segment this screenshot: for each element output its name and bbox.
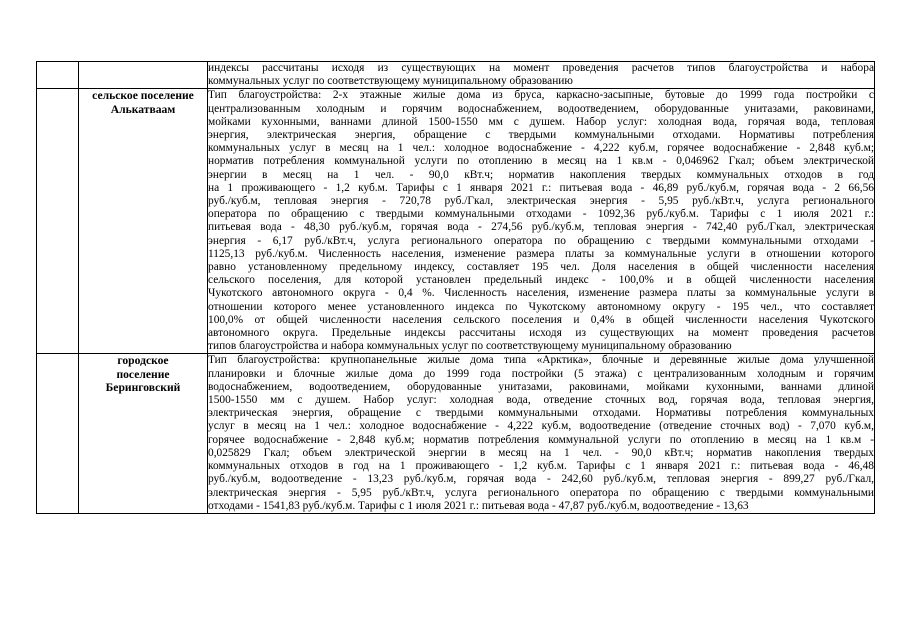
description-line: сельского поселения, для которой установлен предельный индекс - 100,0% и в общей численности населения — [208, 274, 874, 287]
description-line: 1125,13 руб./куб.м. Численность населения, изменение размера платы за коммунальные услуги в отношении которого — [208, 247, 874, 260]
description-line: автономного округа. Предельные индексы рассчитаны исходя из существующих на момент проведения расчетов — [208, 327, 874, 340]
number-cell — [37, 62, 79, 89]
description-line: мойками кухонными, ваннами длиной 1500-1550 мм с душем. Набор услуг: холодная вода, горячая вода, тепловая — [208, 115, 874, 128]
description-cell — [208, 62, 875, 89]
description-line: равно установленному предельному индексу, составляет 195 чел. Доля населения в общей численности населения — [208, 261, 874, 274]
description-line: горячее водоснабжение - 2,848 куб.м; норматив потребления коммунальной услуги по отоплению в месяц на 1 кв.м - — [208, 433, 874, 446]
table-body — [37, 62, 875, 514]
number-cell — [37, 354, 79, 513]
description-line: централизованным холодным и горячим водоснабжением, водоотведением, оборудованные унитазами, раковинами, — [208, 102, 874, 115]
table-row — [37, 354, 875, 513]
description-line: электрическая энергия, обращение с твердыми коммунальными отходами. Нормативы потребления коммунальных — [208, 407, 874, 420]
description-cell — [208, 89, 875, 354]
settlement-name-cell — [79, 354, 208, 513]
settlement-name-cell — [79, 89, 208, 354]
description-line: электрическая энергия - 5,95 руб./кВт.ч, услуга регионального оператора по обращению с твердыми коммунальными — [208, 486, 874, 499]
settlement-name-line: городское — [117, 354, 169, 368]
description-line: оператора по обращению с твердыми коммунальными отходами - 1092,36 руб./куб.м. Тарифы с 1 июля 2021 г.: — [208, 208, 874, 221]
number-cell — [37, 89, 79, 354]
description-line: питьевая вода - 48,30 руб./куб.м, горячая вода - 274,56 руб./куб.м, тепловая энергия - 742,40 руб./Гкал, электрическая — [208, 221, 874, 234]
description-line: индексы рассчитаны исходя из существующих на момент проведения расчетов типов благоустройства и набора — [208, 62, 874, 74]
description-cell — [208, 354, 875, 513]
table-row — [37, 89, 875, 354]
description-line: водоснабжением, водоотведением, оборудованные унитазами, раковинами, мойками кухонными, ваннами длиной — [208, 380, 874, 393]
description-line: коммунальных услуг в месяц на 1 чел.: холодное водоснабжение - 4,222 куб.м, горячее водоснабжение - 2,848 куб.м; — [208, 142, 874, 155]
description-line: энергии в месяц на 1 чел. - 90,0 кВт.ч; норматив накопления твердых коммунальных отходов в год — [208, 168, 874, 181]
description-line: руб./куб.м, тепловая энергия - 720,78 руб./Гкал, электрическая энергия - 5,95 руб./кВт.ч, услуга регионального — [208, 195, 874, 208]
description-line: коммунальных отходов в год на 1 проживающего - 1,2 куб.м. Тарифы с 1 января 2021 г.: питьевая вода - 46,48 — [208, 460, 874, 473]
tariff-table — [36, 61, 875, 514]
description-line: норматив потребления коммунальной услуги по отоплению в месяц на 1 кв.м - 0,046962 Гкал; объем электрической — [208, 155, 874, 168]
settlement-name-line: Беринговский — [105, 380, 181, 394]
description-line: энергия - 6,17 руб./кВт.ч, услуга регионального оператора по обращению с твердыми коммунальными отходами - — [208, 234, 874, 247]
description-line: планировки и блочные жилые дома до 1999 года постройки (5 этажа) с централизованным холодным и горячим — [208, 367, 874, 380]
description-line: отношении которого менее установленного индекса по Чукотскому автономному округу - 195 чел., что составляет — [208, 300, 874, 313]
description-line: энергия, электрическая энергия, обращение с твердыми коммунальными отходами. Нормативы потребления — [208, 129, 874, 142]
description-line: 0,025829 Гкал; объем электрической энергии в месяц на 1 чел. - 90,0 кВт.ч; норматив накопления твердых — [208, 446, 874, 459]
settlement-name-line: поселение — [116, 367, 170, 381]
description-line: 100,0% от общей численности населения сельского поселения и 0,4% в общей численности населения Чукотского — [208, 313, 874, 326]
description-line: Тип благоустройства: 2-х этажные жилые дома из бруса, каркасно-засыпные, бутовые до 1999 года постройки с — [208, 89, 874, 102]
description-line: услуг в месяц на 1 чел.: холодное водоснабжение - 4,222 куб.м, водоотведение (отведение сточных вод) - 7,070 куб.м, — [208, 420, 874, 433]
description-line: типов благоустройства и набора коммунальных услуг по соответствующему муниципальному образованию — [208, 340, 732, 353]
settlement-name-cell — [79, 62, 208, 89]
description-line: коммунальных услуг по соответствующему муниципальному образованию — [208, 75, 573, 88]
description-line: на 1 проживающего - 1,2 куб.м. Тарифы с 1 января 2021 г.: питьевая вода - 46,89 руб./куб.м, горячая вода - 2 66,56 — [208, 181, 874, 194]
table-row — [37, 62, 875, 89]
description-line: 1500-1550 мм с душем. Набор услуг: холодная вода, отведение сточных вод, горячая вода, тепловая энергия, — [208, 394, 874, 407]
description-line: руб./куб.м, водоотведение - 13,23 руб./куб.м, горячая вода - 242,60 руб./куб.м, тепловая энергия - 899,27 руб./Гкал, — [208, 473, 874, 486]
description-line: отходами - 1541,83 руб./куб.м. Тарифы с 1 июля 2021 г.: питьевая вода - 47,87 руб./куб.м, водоотведение - 13,63 — [208, 499, 749, 512]
settlement-name-line: Алькатваам — [110, 102, 176, 116]
settlement-name-line: сельское поселение — [92, 89, 194, 103]
description-line: Чукотского автономного округа - 0,4 %. Численность населения, изменение размера платы за коммунальные услуги в — [208, 287, 874, 300]
description-line: Тип благоустройства: крупнопанельные жилые дома типа «Арктика», блочные и деревянные жилые дома улучшенной — [208, 354, 874, 367]
